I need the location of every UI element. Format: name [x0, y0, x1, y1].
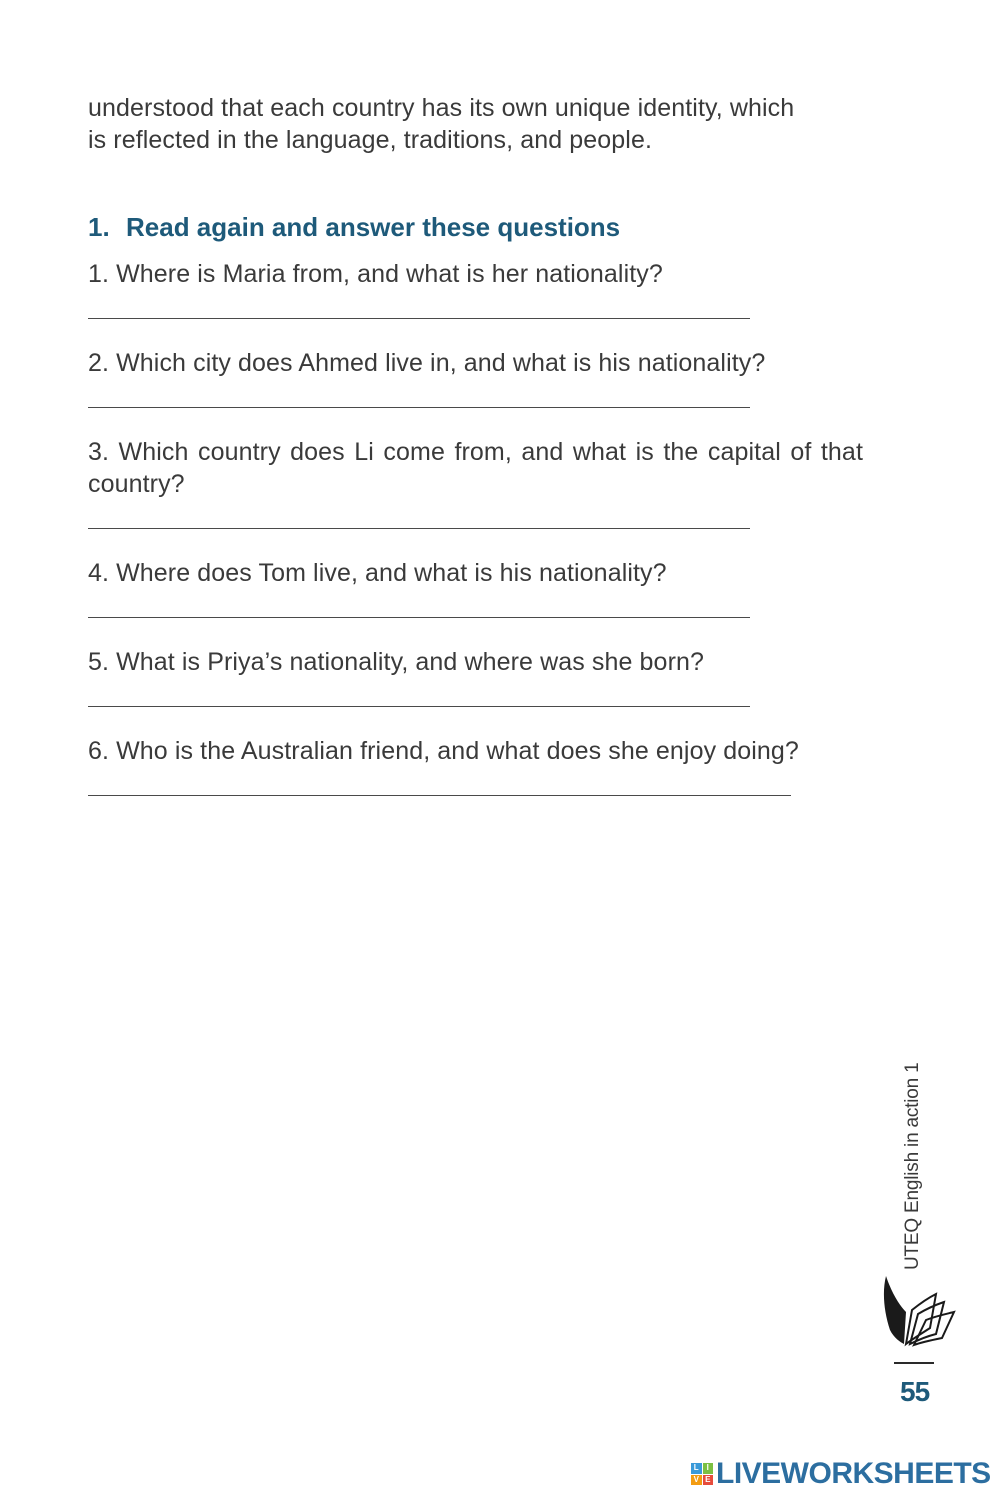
answer-line-4[interactable] — [88, 617, 750, 618]
open-book-icon — [878, 1272, 958, 1352]
page-number: 55 — [900, 1376, 930, 1407]
answer-line-5[interactable] — [88, 706, 750, 707]
question-6: 6. Who is the Australian friend, and what does she enjoy doing? — [88, 737, 799, 765]
page-number-rule — [894, 1362, 934, 1364]
section-title-text: Read again and answer these questions — [126, 212, 621, 242]
question-5: 5. What is Priya’s nationality, and where was she born? — [88, 648, 704, 676]
liveworksheets-mark-icon: L I V E — [691, 1463, 713, 1485]
question-2: 2. Which city does Ahmed live in, and what is his nationality? — [88, 349, 766, 377]
question-3: 3. Which country does Li come from, and what is the capital of that country? — [88, 438, 863, 498]
answer-line-1[interactable] — [88, 318, 750, 319]
question-1: 1. Where is Maria from, and what is her nationality? — [88, 260, 663, 288]
answer-line-2[interactable] — [88, 407, 750, 408]
book-title-vertical: UTEQ English in action 1 — [902, 1062, 923, 1270]
intro-line-1: understood that each country has its own unique identity, which — [88, 94, 795, 122]
section-heading — [88, 212, 620, 243]
intro-line-2: is reflected in the language, traditions, and people. — [88, 126, 653, 154]
answer-line-6[interactable] — [88, 795, 791, 796]
section-number: 1. — [88, 212, 110, 242]
question-4: 4. Where does Tom live, and what is his nationality? — [88, 559, 667, 587]
answer-line-3[interactable] — [88, 528, 750, 529]
liveworksheets-logo[interactable] — [691, 1457, 991, 1491]
liveworksheets-brand: LIVEWORKSHEETS — [716, 1457, 991, 1490]
intro-paragraph — [88, 92, 878, 156]
